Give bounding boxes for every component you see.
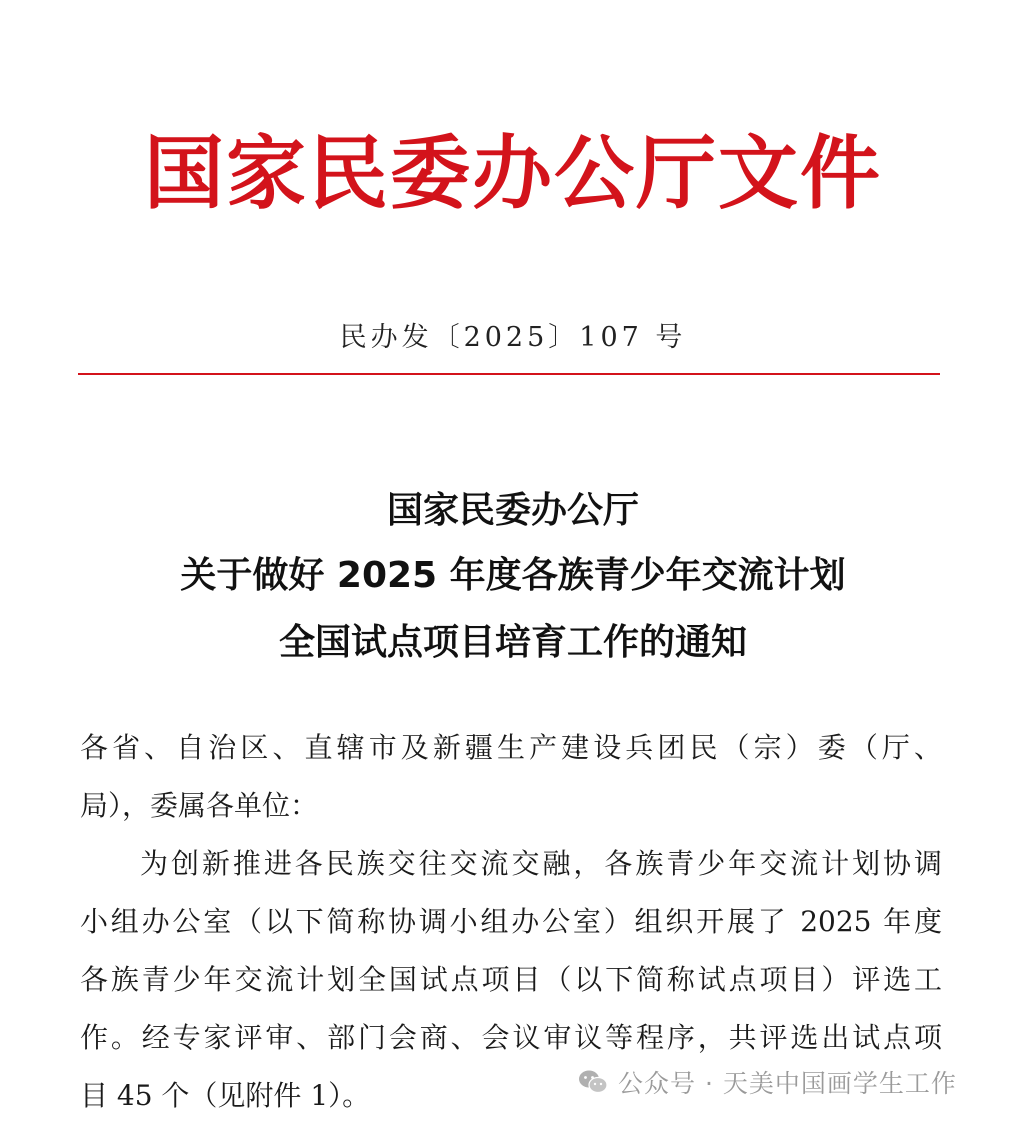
wechat-icon [578,1069,608,1095]
body-paragraph-line: 为创新推进各民族交往交流交融，各族青少年交流计划协调 [140,847,942,880]
watermark-text: 公众号 · 天美中国画学生工作 [618,1069,957,1098]
addressee-line: 局），委属各单位： [80,789,319,822]
document-number: 民办发〔2025〕107 号 [339,322,687,353]
document-title-line: 国家民委办公厅 [386,490,639,531]
body-paragraph-line: 小组办公室（以下简称协调小组办公室）组织开展了 2025 年度 [80,905,942,938]
body-paragraph-line: 目 45 个（见附件 1）。 [80,1079,371,1112]
header-divider [78,373,940,375]
body-paragraph-line: 各族青少年交流计划全国试点项目（以下简称试点项目）评选工 [80,963,942,996]
document-title-line: 全国试点项目培育工作的通知 [278,622,747,663]
addressee-line: 各省、自治区、直辖市及新疆生产建设兵团民（宗）委（厅、 [80,731,942,764]
document-title-line: 关于做好 2025 年度各族青少年交流计划 [180,555,846,596]
document-header: 国家民委办公厅文件 [144,126,882,220]
watermark [578,1062,957,1102]
body-paragraph-line: 作。经专家评审、部门会商、会议审议等程序，共评选出试点项 [80,1021,942,1054]
